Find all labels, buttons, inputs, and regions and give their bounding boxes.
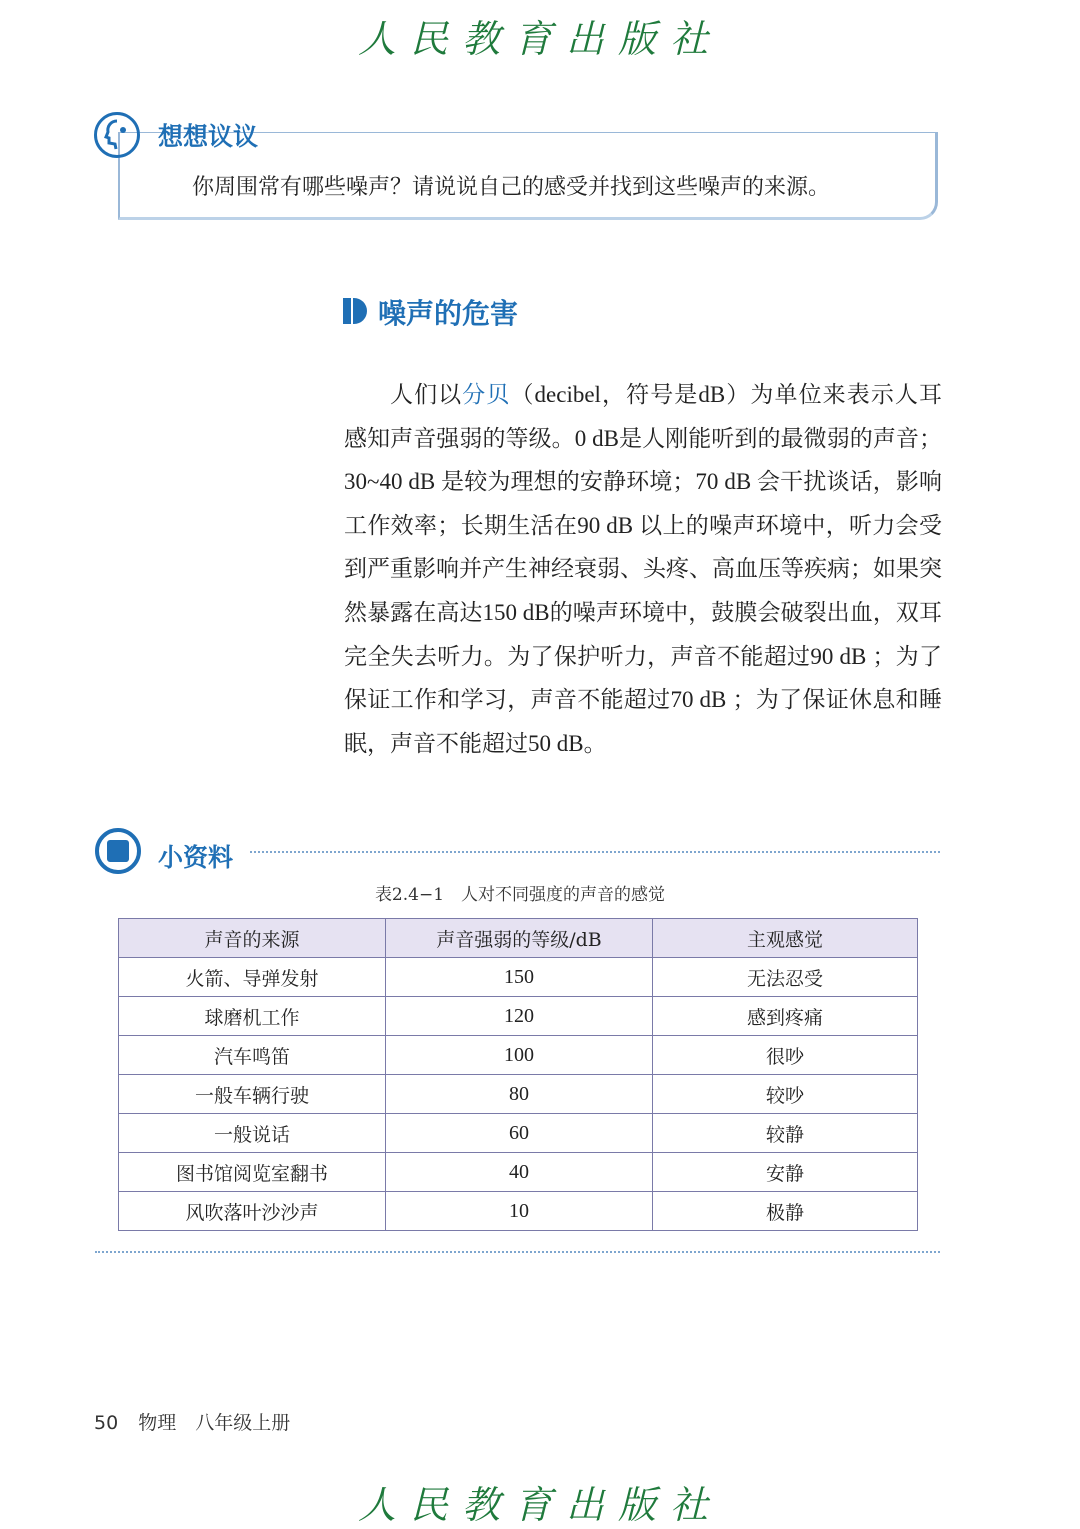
- page-number: 50: [94, 1412, 119, 1434]
- table-row: [119, 1036, 918, 1075]
- cell-feeling: 感到疼痛: [653, 997, 918, 1036]
- cell-level: 10: [386, 1192, 653, 1231]
- data-box-title: 小资料: [158, 843, 234, 872]
- cell-level: 80: [386, 1075, 653, 1114]
- cell-source: 风吹落叶沙沙声: [119, 1192, 386, 1231]
- cell-level: 60: [386, 1114, 653, 1153]
- cell-source: 汽车鸣笛: [119, 1036, 386, 1075]
- page-footer: [94, 1408, 290, 1435]
- cell-feeling: 安静: [653, 1153, 918, 1192]
- table-row: [119, 1153, 918, 1192]
- section-marker-half: [353, 298, 367, 324]
- cell-level: 100: [386, 1036, 653, 1075]
- table-row: [119, 1192, 918, 1231]
- publisher-footer: 人民教育出版社: [357, 1483, 722, 1527]
- table-row: [119, 1075, 918, 1114]
- table-row: [119, 958, 918, 997]
- table-row: [119, 997, 918, 1036]
- cell-source: 火箭、导弹发射: [119, 958, 386, 997]
- table-caption: 表2.4−1 人对不同强度的声音的感觉: [374, 885, 666, 905]
- header-feeling: 主观感觉: [653, 919, 918, 958]
- cell-source: 一般说话: [119, 1114, 386, 1153]
- think-title: 想想议议: [158, 122, 259, 151]
- header-source: 声音的来源: [119, 919, 386, 958]
- cell-feeling: 极静: [653, 1192, 918, 1231]
- data-box-top-divider: [250, 851, 940, 853]
- section-title: 噪声的危害: [378, 297, 519, 330]
- cell-feeling: 较静: [653, 1114, 918, 1153]
- body-paragraph: [344, 373, 942, 765]
- cell-level: 120: [386, 997, 653, 1036]
- cell-level: 40: [386, 1153, 653, 1192]
- table-row: [119, 1114, 918, 1153]
- cell-source: 图书馆阅览室翻书: [119, 1153, 386, 1192]
- header-level: 声音强弱的等级/dB: [386, 919, 653, 958]
- data-box-bottom-divider: [95, 1251, 940, 1253]
- book-icon-inner: [107, 840, 129, 862]
- sound-level-table: [118, 918, 918, 1231]
- cell-level: 150: [386, 958, 653, 997]
- paragraph-rest: （decibel，符号是dB）为单位来表示人耳感知声音强弱的等级。0 dB是人刚能听到的最微弱的声音；30~40 dB 是较为理想的安静环境；70 dB 会干扰谈话，影响工作效率；长期生活在90 dB 以上的噪声环境中，听力会受到严重影响并产生神经衰弱、头疼、高血压等疾病；如果突然暴露在高达150 dB的噪声环境中，鼓膜会破裂出血，双耳完全失去听力。为了保护听力，声音不能超过90 dB ；为了保证工作和学习，声音不能超过70 dB ；为了保证休息和睡眠，声音不能超过50 dB。: [344, 382, 943, 756]
- paragraph-lead: 人们以: [390, 382, 463, 407]
- cell-feeling: 无法忍受: [653, 958, 918, 997]
- section-marker-icon: [343, 298, 351, 324]
- book-name: 物理 八年级上册: [138, 1412, 291, 1434]
- cell-source: 球磨机工作: [119, 997, 386, 1036]
- cell-feeling: 较吵: [653, 1075, 918, 1114]
- table-header-row: [119, 919, 918, 958]
- think-face-icon: [94, 112, 140, 158]
- cell-feeling: 很吵: [653, 1036, 918, 1075]
- cell-source: 一般车辆行驶: [119, 1075, 386, 1114]
- paragraph-keyword: 分贝: [462, 382, 511, 407]
- publisher-header: 人民教育出版社: [357, 17, 722, 61]
- think-question: 你周围常有哪些噪声？请说说自己的感受并找到这些噪声的来源。: [192, 175, 831, 200]
